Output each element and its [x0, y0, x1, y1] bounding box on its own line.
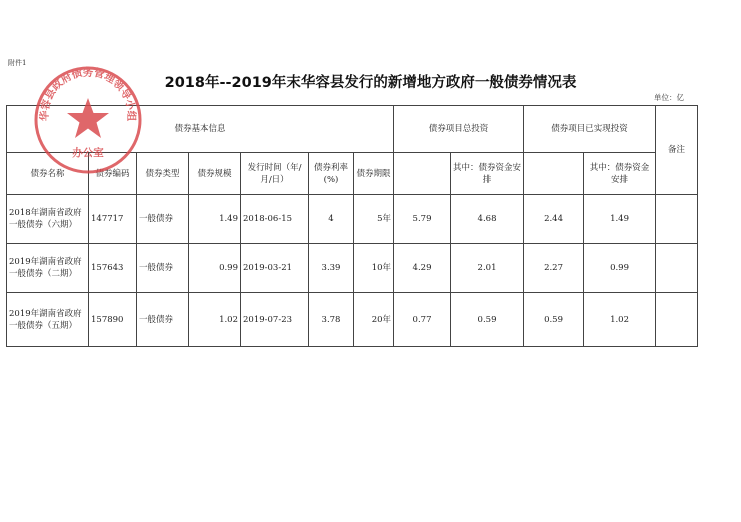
column-date: 发行时间（年/月/日）: [241, 153, 309, 195]
column-remarks: 备注: [656, 106, 698, 195]
cell-total: 0.77: [394, 293, 451, 347]
cell-type: 一般债券: [137, 293, 189, 347]
cell-realized-bond: 1.49: [584, 195, 656, 244]
cell-term: 10年: [354, 244, 394, 293]
cell-term: 5年: [354, 195, 394, 244]
column-header-row: [7, 153, 698, 195]
cell-total-bond: 0.59: [451, 293, 524, 347]
column-realized-empty: [524, 153, 584, 195]
cell-realized: 2.44: [524, 195, 584, 244]
column-realized-bond-funds: 其中：债券资金安排: [584, 153, 656, 195]
cell-date: 2019-03-21: [241, 244, 309, 293]
cell-scale: 1.49: [189, 195, 241, 244]
cell-remarks: [656, 244, 698, 293]
group-basic-info: 债券基本信息: [7, 106, 394, 153]
column-scale: 债券规模: [189, 153, 241, 195]
column-code: 债券编码: [89, 153, 137, 195]
table-row: [7, 244, 698, 293]
cell-type: 一般债券: [137, 195, 189, 244]
cell-realized: 2.27: [524, 244, 584, 293]
cell-realized-bond: 0.99: [584, 244, 656, 293]
cell-date: 2019-07-23: [241, 293, 309, 347]
cell-rate: 3.39: [309, 244, 354, 293]
table-row: [7, 195, 698, 244]
column-rate: 债券利率(%): [309, 153, 354, 195]
column-type: 债券类型: [137, 153, 189, 195]
group-total-investment: 债券项目总投资: [394, 106, 524, 153]
cell-name: 2019年湖南省政府一般债券（五期）: [7, 293, 89, 347]
cell-name: 2019年湖南省政府一般债券（二期）: [7, 244, 89, 293]
column-term: 债券期限: [354, 153, 394, 195]
cell-scale: 1.02: [189, 293, 241, 347]
cell-name: 2018年湖南省政府一般债券（六期）: [7, 195, 89, 244]
page-title: 2018年--2019年末华容县发行的新增地方政府一般债券情况表: [164, 75, 577, 91]
table-row: [7, 293, 698, 347]
cell-rate: 3.78: [309, 293, 354, 347]
column-total-empty: [394, 153, 451, 195]
cell-total-bond: 4.68: [451, 195, 524, 244]
seal-bottom-text: 办公室: [72, 147, 104, 159]
attachment-label: 附件1: [8, 59, 27, 67]
seal-ring-text: 华容县政府债务管理领导小组: [38, 66, 138, 122]
cell-realized: 0.59: [524, 293, 584, 347]
cell-remarks: [656, 293, 698, 347]
cell-realized-bond: 1.02: [584, 293, 656, 347]
unit-label: 单位：亿: [654, 93, 684, 102]
group-header-row: [7, 106, 698, 153]
group-realized-investment: 债券项目已实现投资: [524, 106, 656, 153]
cell-remarks: [656, 195, 698, 244]
cell-type: 一般债券: [137, 244, 189, 293]
bond-table: [6, 105, 698, 347]
column-total-bond-funds: 其中：债券资金安排: [451, 153, 524, 195]
cell-code: 147717: [89, 195, 137, 244]
cell-total: 5.79: [394, 195, 451, 244]
cell-rate: 4: [309, 195, 354, 244]
cell-date: 2018-06-15: [241, 195, 309, 244]
cell-code: 157643: [89, 244, 137, 293]
cell-scale: 0.99: [189, 244, 241, 293]
cell-code: 157890: [89, 293, 137, 347]
column-name: 债券名称: [7, 153, 89, 195]
cell-term: 20年: [354, 293, 394, 347]
cell-total-bond: 2.01: [451, 244, 524, 293]
cell-total: 4.29: [394, 244, 451, 293]
